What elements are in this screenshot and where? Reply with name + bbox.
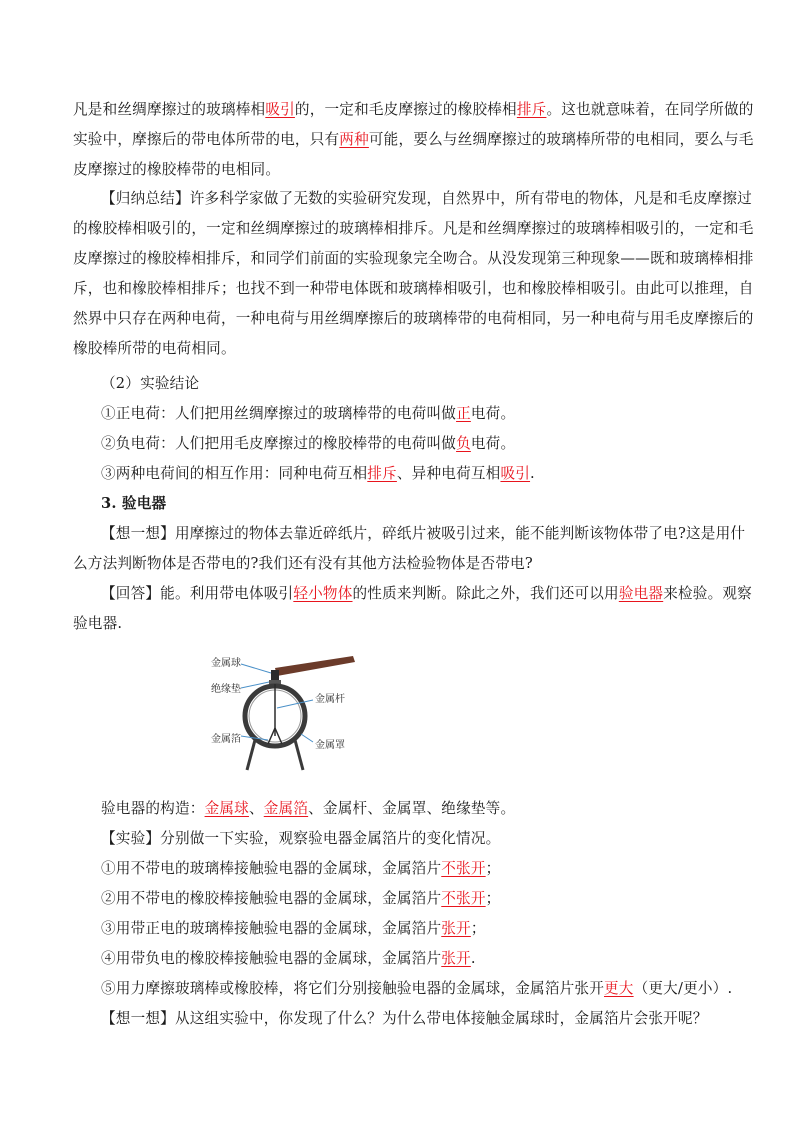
answer-repel: 排斥 <box>516 101 547 118</box>
stand-leg-right <box>295 740 303 770</box>
answer-negative: 负 <box>456 435 471 452</box>
experiment-1 <box>101 858 500 880</box>
text: . <box>530 465 535 482</box>
text: ③两种电荷间的相互作用：同种电荷互相 <box>101 465 368 482</box>
answer-electroscope: 验电器 <box>618 585 664 602</box>
answer-larger: 更大 <box>604 980 634 997</box>
experiment-5 <box>101 978 732 1000</box>
answer-not-open: 不张开 <box>441 890 486 907</box>
text: 凡是和丝绸摩擦过的玻璃棒相 <box>73 101 266 118</box>
text: ②负电荷：人们把用毛皮摩擦过的橡胶棒带的电荷叫做 <box>101 435 457 452</box>
text: 的性质来判断。除此之外，我们还可以用 <box>352 585 619 602</box>
summary-line-5: 然界中只存在两种电荷，一种电荷与用丝绸摩擦后的玻璃棒带的电荷相同，另一种电荷与用毛皮摩擦后的 <box>73 310 754 327</box>
summary-line-2: 的橡胶棒相吸引的，一定和丝绸摩擦过的玻璃棒相排斥。凡是和丝绸摩擦过的玻璃棒相吸引的，一定和毛 <box>73 220 754 237</box>
think2-line: 【想一想】从这组实验中，你发现了什么？为什么带电体接触金属球时，金属箔片会张开呢？ <box>101 1010 708 1027</box>
summary-line-6: 橡胶棒所带的电荷相同。 <box>73 340 236 357</box>
conclusion-positive <box>101 403 515 425</box>
text: 可能，要么与丝绸摩擦过的玻璃棒所带的电相同，要么与毛 <box>368 131 754 148</box>
experiment-intro: 【实验】分别做一下实验，观察验电器金属箔片的变化情况。 <box>101 830 501 847</box>
text: （更大/更小）. <box>633 980 733 997</box>
text: 、金属杆、金属罩、绝缘垫等。 <box>308 800 516 817</box>
text: ⑤用力摩擦玻璃棒或橡胶棒，将它们分别接触验电器的金属球，金属箔片张开 <box>101 980 604 997</box>
conclusion-negative <box>101 433 515 455</box>
answer-line-2: 验电器. <box>73 615 123 632</box>
think1-line-1: 【想一想】用摩擦过的物体去靠近碎纸片，碎纸片被吸引过来，能不能判断该物体带了电?这是用什 <box>101 525 746 542</box>
insulating-pad <box>269 680 281 684</box>
answer-open: 张开 <box>441 920 471 937</box>
label-metal-ball: 金属球 <box>211 658 241 669</box>
experiment-3 <box>101 918 486 940</box>
answer-light-objects: 轻小物体 <box>293 585 353 602</box>
text: 电荷。 <box>470 405 516 422</box>
metal-ball <box>271 670 279 680</box>
text: ③用带正电的玻璃棒接触验电器的金属球，金属箔片 <box>101 920 442 937</box>
answer-line-1 <box>101 583 752 605</box>
text: 实验中，摩擦后的带电体所带的电，只有 <box>73 131 340 148</box>
text: ①用不带电的玻璃棒接触验电器的金属球，金属箔片 <box>101 860 442 877</box>
text: ④用带负电的橡胶棒接触验电器的金属球，金属箔片 <box>101 950 442 967</box>
answer-not-open: 不张开 <box>441 860 486 877</box>
text: ； <box>485 860 501 877</box>
think1-line-2: 么方法判断物体是否带电的?我们还有没有其他方法检验物体是否带电? <box>73 555 533 572</box>
electroscope-figure <box>205 648 380 776</box>
label-metal-rod: 金属杆 <box>315 694 345 705</box>
experiment-2 <box>101 888 500 910</box>
text: ； <box>485 890 501 907</box>
text: 的，一定和毛皮摩擦过的橡胶棒相 <box>294 101 517 118</box>
text: 电荷。 <box>470 435 516 452</box>
text: ①正电荷：人们把用丝绸摩擦过的玻璃棒带的电荷叫做 <box>101 405 457 422</box>
section-title: 3. 验电器 <box>101 495 167 512</box>
text: ②用不带电的橡胶棒接触验电器的金属球，金属箔片 <box>101 890 442 907</box>
answer-open: 张开 <box>441 950 471 967</box>
stand-leg-left <box>247 740 255 770</box>
electroscope-diagram <box>205 648 380 776</box>
answer-metal-foil: 金属箔 <box>263 800 309 817</box>
summary-line-4: 斥，也和橡胶棒相排斥；也找不到一种带电体既和玻璃棒相吸引，也和橡胶棒相吸引。由此可以推理，自 <box>73 280 754 297</box>
structure-line <box>101 798 515 820</box>
conclusion-heading: （2）实验结论 <box>101 375 200 392</box>
text: 【回答】能。利用带电体吸引 <box>101 585 294 602</box>
label-insulating-pad: 绝缘垫 <box>211 684 241 695</box>
answer-metal-ball: 金属球 <box>204 800 249 817</box>
text: ； <box>470 920 486 937</box>
summary-line-1: 【归纳总结】许多科学家做了无数的实验研究发现，自然界中，所有带电的物体，凡是和毛皮摩擦过 <box>101 190 752 207</box>
label-metal-cover: 金属罩 <box>315 740 345 751</box>
p1-line-2 <box>73 129 754 151</box>
text: . <box>470 950 476 967</box>
answer-attract: 吸引 <box>265 101 295 118</box>
conclusion-interaction <box>101 463 535 485</box>
label-metal-foil: 金属箔 <box>211 734 241 745</box>
answer-repel: 排斥 <box>367 465 397 482</box>
text: 。这也就意味着，在同学所做的 <box>546 101 754 118</box>
text: 、异种电荷互相 <box>396 465 501 482</box>
experiment-4 <box>101 948 476 970</box>
p1-line-1 <box>73 99 754 121</box>
charged-rod <box>275 656 355 676</box>
answer-two-kinds: 两种 <box>339 131 369 148</box>
text: 、 <box>248 800 264 817</box>
p1-line-3: 皮摩擦过的橡胶棒带的电相同。 <box>73 161 281 178</box>
answer-attract: 吸引 <box>500 465 531 482</box>
answer-positive: 正 <box>456 405 471 422</box>
summary-line-3: 皮摩擦过的橡胶棒相排斥，和同学们前面的实验现象完全吻合。从没发现第三种现象——既和玻璃棒相排 <box>73 250 754 267</box>
text: 验电器的构造： <box>101 800 205 817</box>
text: 来检验。观察 <box>663 585 752 602</box>
